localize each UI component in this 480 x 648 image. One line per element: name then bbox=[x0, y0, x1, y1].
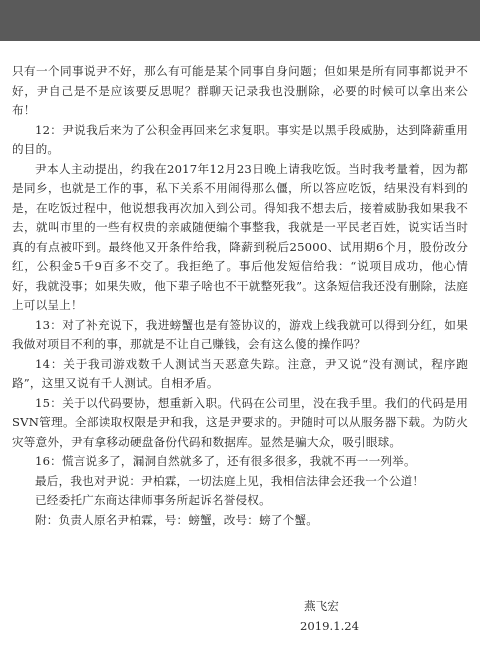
paragraph-16: 16：慌言说多了，漏洞自然就多了，还有很多很多，我就不再一一列举。 bbox=[35, 454, 416, 468]
top-dark-band bbox=[0, 0, 480, 41]
paragraph-appendix: 附：负责人原名尹柏霖，号：螃蟹，改号：螃了个蟹。 bbox=[35, 512, 319, 527]
document-body bbox=[12, 62, 468, 530]
paragraph-final: 最后，我也对尹说：尹柏霖，一切法庭上见，我相信法律会还我一个公道！ bbox=[35, 473, 425, 488]
signature-name: 燕飞宏 bbox=[304, 599, 339, 613]
paragraph-12: 12：尹说我后来为了公积金再回来乞求复职。事实是以黑手段威胁，达到降薪重用的目的。 bbox=[12, 122, 468, 156]
paragraph-14: 14：关于我司游戏数千人测试当天恶意失踪。注意，尹又说“没有测试，程序跑路”，这里又说有千人测试。自相矛盾。 bbox=[12, 356, 468, 390]
paragraph-1: 只有一个同事说尹不好，那么有可能是某个同事自身问题；但如果是所有同事都说尹不好，尹自己是不是应该要反思呢？群聊天记录我也没删除，必要的时候可以拿出来公布！ bbox=[12, 64, 468, 117]
paragraph-dinner: 尹本人主动提出，约我在2017年12月23日晚上请我吃饭。当时我考量着，因为都是同乡，也就是工作的事，私下关系不用闹得那么僵，所以答应吃饭，结果没有料到的是，在吃饭过程中，他说想我再次加入到公司。得知我不想去后，接着威胁我如果我不去，就叫市里的一些有权贵的亲戚随便编个事整我，我就是一平民老百姓，说实话当时真的有点被吓到。最终他又开条件给我，降薪到税后25000、试用期6个月，股份改分红，公积金5千9百多不交了。我拒绝了。事后他发短信给我：“说项目成功，他心情好，我就没事；如果失败，他下辈子啥也不干就整死我”。这条短信我还没有删除，法庭上可以呈上！ bbox=[12, 161, 468, 312]
signature-date: 2019.1.24 bbox=[300, 619, 360, 633]
paragraph-13: 13：对了补充说下，我进螃蟹也是有签协议的，游戏上线我就可以得到分红，如果我做对项目不利的事，那就是不让自己赚钱，会有这么傻的操作吗？ bbox=[12, 317, 468, 351]
paragraph-15: 15：关于以代码要协，想重新入职。代码在公司里，没在我手里。我们的代码是用SVN管理。全部读取权限是尹和我，这是尹要求的。尹随时可以从服务器下载。为防火灾等意外，尹有拿移动硬盘备份代码和数据库。显然是骗大众，吸引眼球。 bbox=[12, 395, 468, 449]
paragraph-lawsuit: 已经委托广东商达律师事务所起诉名誉侵权。 bbox=[35, 493, 271, 507]
